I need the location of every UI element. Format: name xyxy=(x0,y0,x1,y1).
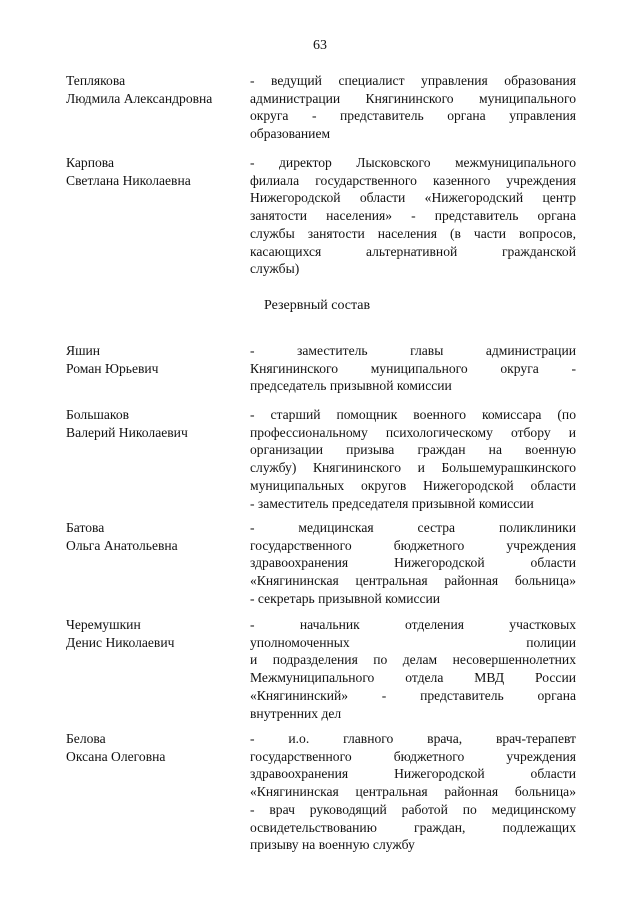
member-role-line: филиала государственного казенного учреждения xyxy=(250,172,576,188)
member-role-line: службы занятости населения (в части вопросов, xyxy=(250,225,576,241)
member-name xyxy=(66,616,246,651)
member-role-line: - и.о. главного врача, врач-терапевт xyxy=(250,731,576,746)
member-role-line: уполномоченных полиции xyxy=(250,634,576,650)
member-role-line: образованием xyxy=(250,126,331,142)
member-role-line: внутренних дел xyxy=(250,705,342,721)
member-role-line: Княгининского муниципального округа - xyxy=(250,360,576,376)
member-role-line: «Княгининская центральная районная больница» xyxy=(250,573,576,589)
member-role-line: службы) xyxy=(250,261,300,277)
member-name-line: Белова xyxy=(66,731,106,746)
member-role-line: - старший помощник военного комиссара (по xyxy=(250,407,576,422)
member-name-line: Светлана Николаевна xyxy=(66,172,191,188)
member-name xyxy=(66,406,246,441)
member-role-line: здравоохранения Нижегородской области xyxy=(250,766,576,782)
member-name-line: Теплякова xyxy=(66,73,126,88)
member-role-line: - начальник отделения участковых xyxy=(250,617,576,632)
member-role-line: Межмуниципального отдела МВД России xyxy=(250,670,576,686)
member-role-line: и подразделения по делам несовершеннолетних xyxy=(250,652,576,668)
member-role-line: освидетельствованию граждан, подлежащих xyxy=(250,819,576,835)
page-number: 63 xyxy=(313,38,327,53)
member-role xyxy=(250,72,576,143)
member-role-line: - врач руководящий работой по медицинскому xyxy=(250,801,576,817)
member-role-line: - секретарь призывной комиссии xyxy=(250,590,441,606)
member-role-line: «Княгининская центральная районная больница» xyxy=(250,784,576,800)
member-role-line: Нижегородской области «Нижегородский центр xyxy=(250,190,576,206)
member-name xyxy=(66,342,246,377)
member-role xyxy=(250,154,576,278)
member-role-line: государственного бюджетного учреждения xyxy=(250,748,576,764)
member-role-line: здравоохранения Нижегородской области xyxy=(250,555,576,571)
member-name-line: Ольга Анатольевна xyxy=(66,537,178,553)
member-name-line: Яшин xyxy=(66,343,101,358)
member-role-line: муниципальных округов Нижегородской области xyxy=(250,477,576,493)
member-name-line: Оксана Олеговна xyxy=(66,748,166,764)
member-role-line: - директор Лысковского межмуниципального xyxy=(250,155,576,170)
member-role-line: касающихся альтернативной гражданской xyxy=(250,243,576,259)
member-role xyxy=(250,730,576,854)
member-role-line: - заместитель председателя призывной комиссии xyxy=(250,495,534,511)
member-name xyxy=(66,730,246,765)
member-role-line: занятости населения» - представитель органа xyxy=(250,208,576,224)
member-name-line: Большаков xyxy=(66,407,130,422)
member-role-line: - ведущий специалист управления образования xyxy=(250,73,576,88)
member-role xyxy=(250,406,576,512)
member-name-line: Карпова xyxy=(66,155,115,170)
member-role xyxy=(250,342,576,395)
member-role-line: председатель призывной комиссии xyxy=(250,378,452,394)
member-role-line: призыву на военную службу xyxy=(250,837,415,853)
member-role-line: государственного бюджетного учреждения xyxy=(250,537,576,553)
member-role-line: - заместитель главы администрации xyxy=(250,343,576,358)
member-name-line: Батова xyxy=(66,520,105,535)
member-role xyxy=(250,519,576,608)
member-role-line: организации призыва граждан на военную xyxy=(250,442,576,458)
member-name-line: Валерий Николаевич xyxy=(66,424,188,440)
member-role-line: округа - представитель органа управления xyxy=(250,108,576,124)
member-role-line: администрации Княгининского муниципального xyxy=(250,90,576,106)
member-name-line: Денис Николаевич xyxy=(66,634,175,650)
member-name-line: Черемушкин xyxy=(66,617,141,632)
member-role-line: «Княгининский» - представитель органа xyxy=(250,687,576,703)
member-role-line: профессиональному психологическому отбору и xyxy=(250,424,576,440)
member-name-line: Людмила Александровна xyxy=(66,90,213,106)
member-name xyxy=(66,72,246,107)
section-heading: Резервный состав xyxy=(264,298,371,313)
member-role-line: службу) Княгининского и Большемурашкинского xyxy=(250,460,576,476)
member-role-line: - медицинская сестра поликлиники xyxy=(250,520,576,535)
member-name-line: Роман Юрьевич xyxy=(66,360,159,376)
member-name xyxy=(66,154,246,189)
member-role xyxy=(250,616,576,722)
member-name xyxy=(66,519,246,554)
